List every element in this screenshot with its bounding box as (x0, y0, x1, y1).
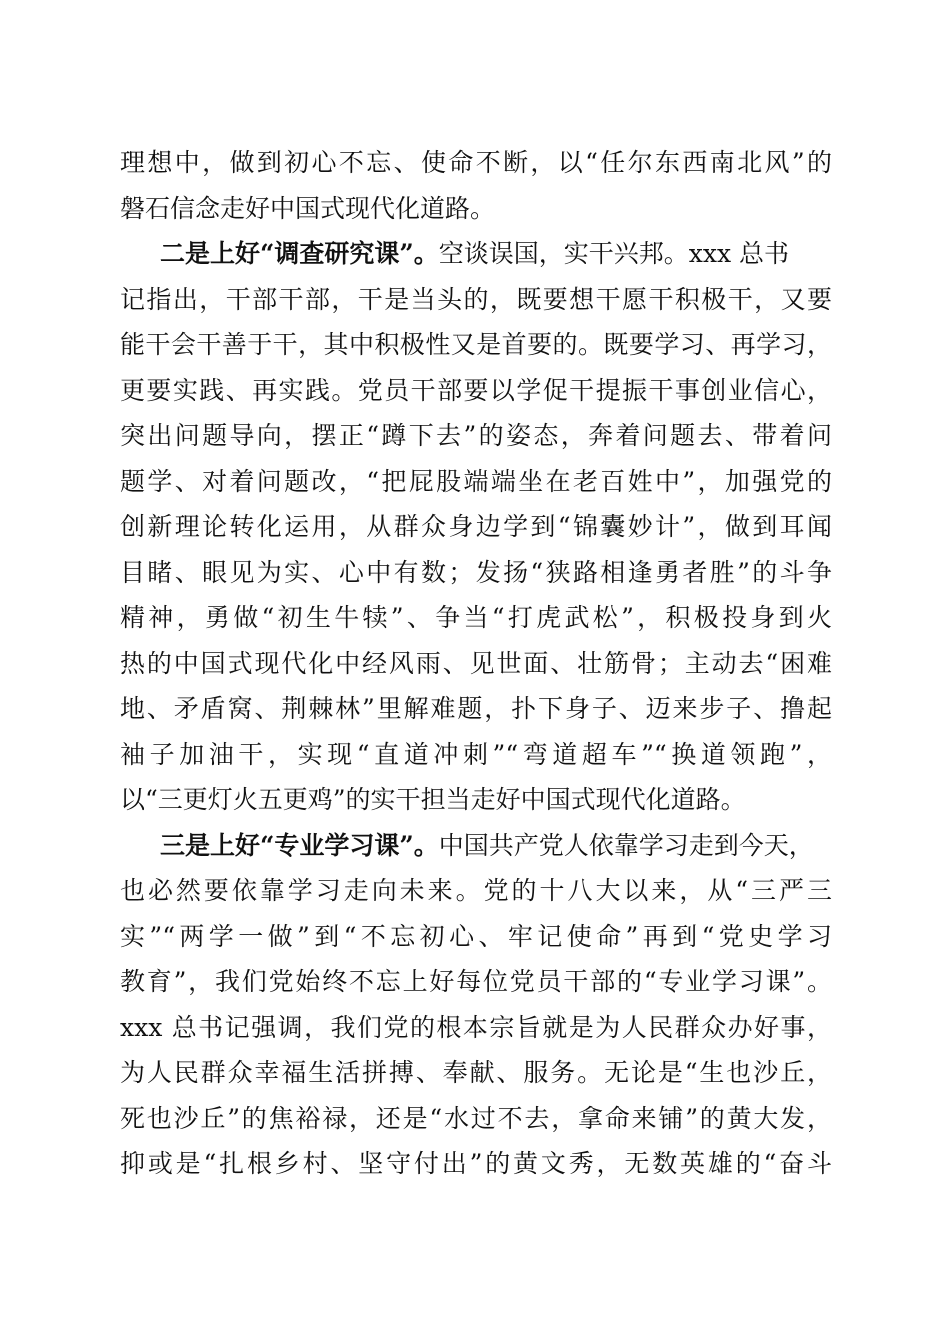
paragraph-2-first-line (120, 231, 832, 277)
text-line: 突出问题导向，摆正“蹲下去”的姿态，奔着问题去、带着问 (120, 421, 832, 450)
text-line: 教育”，我们党始终不忘上好每位党员干部的“专业学习课”。 (120, 967, 832, 996)
text-line: 地、矛盾窝、荆棘林”里解难题，扑下身子、迈来步子、撸起 (120, 694, 832, 723)
text-line: 中国共产党人依靠学习走到今天， (438, 830, 814, 860)
text-line: 为人民群众幸福生活拼搏、奉献、服务。无论是“生也沙丘， (120, 1058, 832, 1087)
document-body (120, 140, 832, 1187)
text-line: 死也沙丘”的焦裕禄，还是“水过不去，拿命来铺”的黄大发， (120, 1103, 832, 1133)
text-line: 理想中，做到初心不忘、使命不断，以“任尔东西南北风”的 (120, 148, 832, 177)
paragraph-heading: 二是上好“调查研究课”。 (160, 239, 439, 268)
text-line: 更要实践、再实践。党员干部要以学促干提振干事创业信心， (120, 375, 832, 405)
text-line: 热的中国式现代化中经风雨、见世面、壮筋骨；主动去“困难 (120, 648, 832, 678)
text-line: 袖子加油干，实现“直道冲刺”“弯道超车”“换道领跑”， (120, 739, 832, 769)
text-line: 磐石信念走好中国式现代化道路。 (120, 193, 496, 223)
paragraph-3-first-line (120, 823, 832, 869)
text-line: 空谈误国，实干兴邦。xxx 总书 (438, 239, 790, 268)
text-line: 题学、对着问题改，“把屁股端端坐在老百姓中”，加强党的 (120, 466, 832, 496)
paragraph-heading: 三是上好“专业学习课”。 (160, 830, 439, 860)
text-line: 创新理论转化运用，从群众身边学到“锦囊妙计”，做到耳闻 (120, 512, 832, 541)
text-line: 实”“两学一做”到“不忘初心、牢记使命”再到“党史学习 (120, 921, 832, 951)
text-line: 也必然要依靠学习走向未来。党的十八大以来，从“三严三 (120, 876, 832, 905)
text-line: 能干会干善于干，其中积极性又是首要的。既要学习、再学习， (120, 330, 832, 359)
text-line: 目睹、眼见为实、心中有数；发扬“狭路相逢勇者胜”的斗争 (120, 557, 832, 587)
text-line: 抑或是“扎根乡村、坚守付出”的黄文秀，无数英雄的“奋斗 (120, 1149, 832, 1178)
text-line: xxx 总书记强调，我们党的根本宗旨就是为人民群众办好事， (120, 1012, 832, 1042)
text-line: 以“三更灯火五更鸡”的实干担当走好中国式现代化道路。 (120, 785, 746, 814)
text-line: 记指出，干部干部，干是当头的，既要想干愿干积极干，又要 (120, 284, 832, 314)
text-line: 精神，勇做“初生牛犊”、争当“打虎武松”，积极投身到火 (120, 603, 832, 632)
